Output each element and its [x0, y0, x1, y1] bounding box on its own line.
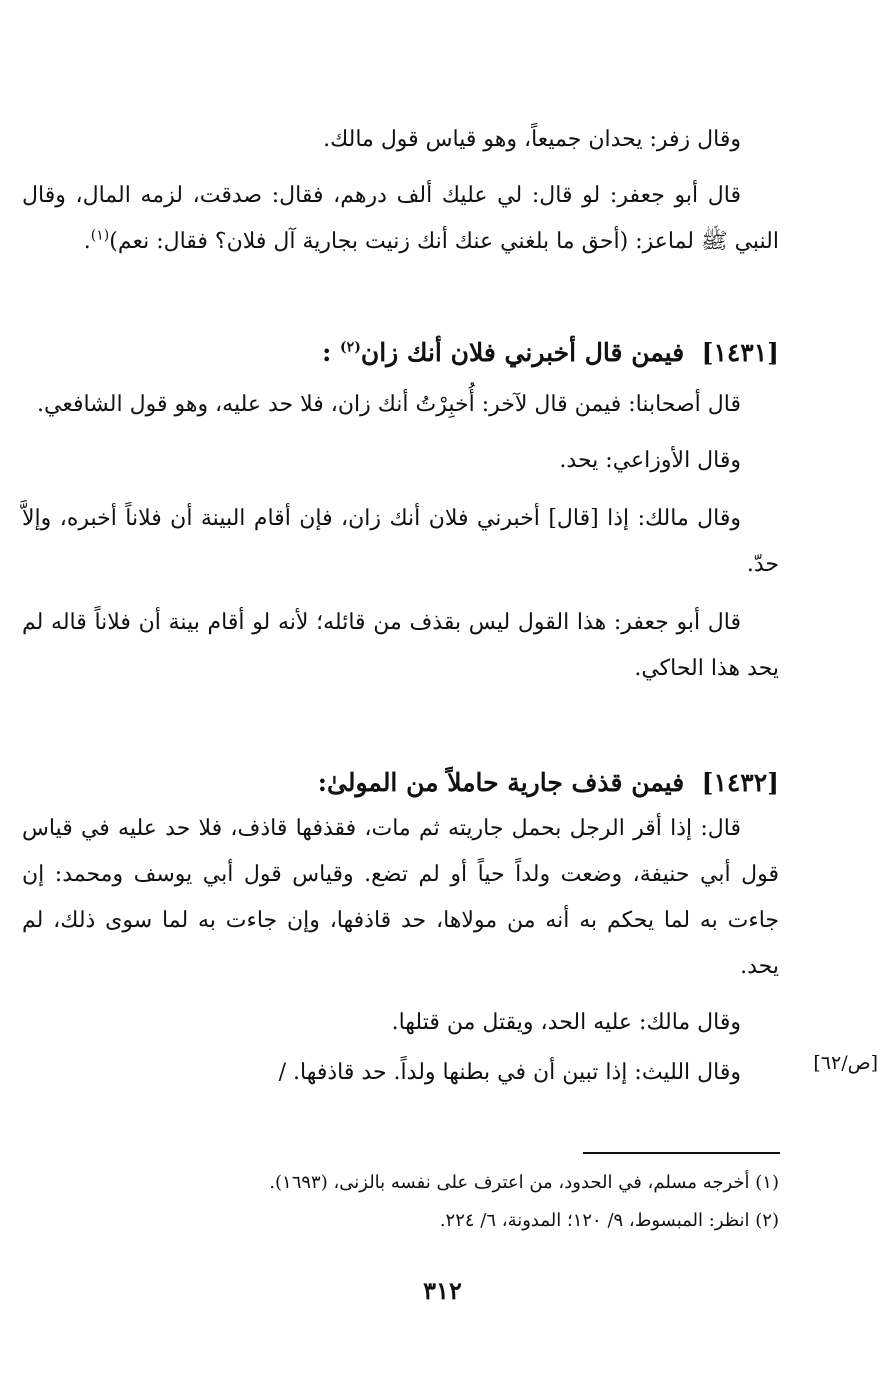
paragraph-awzai: وقال الأوزاعي: يحد. — [559, 448, 741, 473]
paragraph-zufar: وقال زفر: يحدان جميعاً، وهو قياس قول مالك. — [323, 127, 741, 152]
section-title: فيمن قال أخبرني فلان أنك زان — [360, 338, 685, 367]
section-heading-1432 — [22, 760, 779, 806]
paragraph-layth: وقال الليث: إذا تبين أن في بطنها ولداً. حد قاذفها. / — [278, 1060, 741, 1085]
footnote-ref-1: (١) — [90, 227, 110, 244]
section-1431 — [22, 330, 779, 692]
opening-block — [22, 117, 779, 265]
paragraph-end-dot: . — [83, 229, 91, 254]
paragraph-malik: وقال مالك: إذا [قال] أخبرني فلان أنك زان، فإن أقام البينة أن فلاناً أخبره، وإلاَّ حدّ. — [22, 506, 779, 577]
margin-page-ref: [ص/٦٢] — [813, 1052, 878, 1074]
paragraph-malik-2: وقال مالك: عليه الحد، ويقتل من قتلها. — [391, 1010, 741, 1035]
footnote-ref-2: (٢) — [340, 339, 361, 356]
section-number: [١٤٣١] — [701, 338, 779, 367]
heading-colon: : — [322, 338, 332, 367]
footnote-1: (١) أخرجه مسلم، في الحدود، من اعترف على نفسه بالزنى، (١٦٩٣). — [269, 1172, 779, 1193]
paragraph-abu-jafar-2: قال أبو جعفر: هذا القول ليس بقذف من قائله؛ لأنه لو أقام بينة أن فلاناً قاله لم يحد هذا الحاكي. — [22, 610, 779, 681]
section-heading-1431 — [22, 330, 779, 376]
footnote-2: (٢) انظر: المبسوط، ٩/ ١٢٠؛ المدونة، ٦/ ٢٢٤. — [439, 1210, 779, 1231]
footnote-rule — [583, 1152, 780, 1154]
section-title: فيمن قذف جارية حاملاً من المولىٰ: — [317, 768, 685, 797]
paragraph-abu-jafar-1 — [22, 173, 779, 265]
section-number: [١٤٣٢] — [701, 768, 779, 797]
paragraph-text: قال أبو جعفر: لو قال: لي عليك ألف درهم، فقال: صدقت، لزمه المال، وقال النبي ﷺ لماعز: (أحق ما بلغني عنك أنك زنيت بجارية آل فلان؟ فقال: نعم) — [22, 183, 779, 254]
section-1432 — [22, 760, 779, 1096]
paragraph-qala: قال: إذا أقر الرجل بحمل جاريته ثم مات، فقذفها قاذف، فلا حد عليه في قياس قول أبي حنيفة، وضعت ولداً حياً أو لم تضع. وقياس قول أبي يوسف ومحمد: إن جاءت به لما يحكم به أنه من مولاها، حد قاذفها، وإن جاءت به لما سوى ذلك، لم يحد. — [22, 816, 779, 979]
page-number: ٣١٢ — [423, 1276, 462, 1305]
paragraph-ashabuna: قال أصحابنا: فيمن قال لآخر: أُخبِرْتُ أنك زان، فلا حد عليه، وهو قول الشافعي. — [37, 392, 741, 417]
